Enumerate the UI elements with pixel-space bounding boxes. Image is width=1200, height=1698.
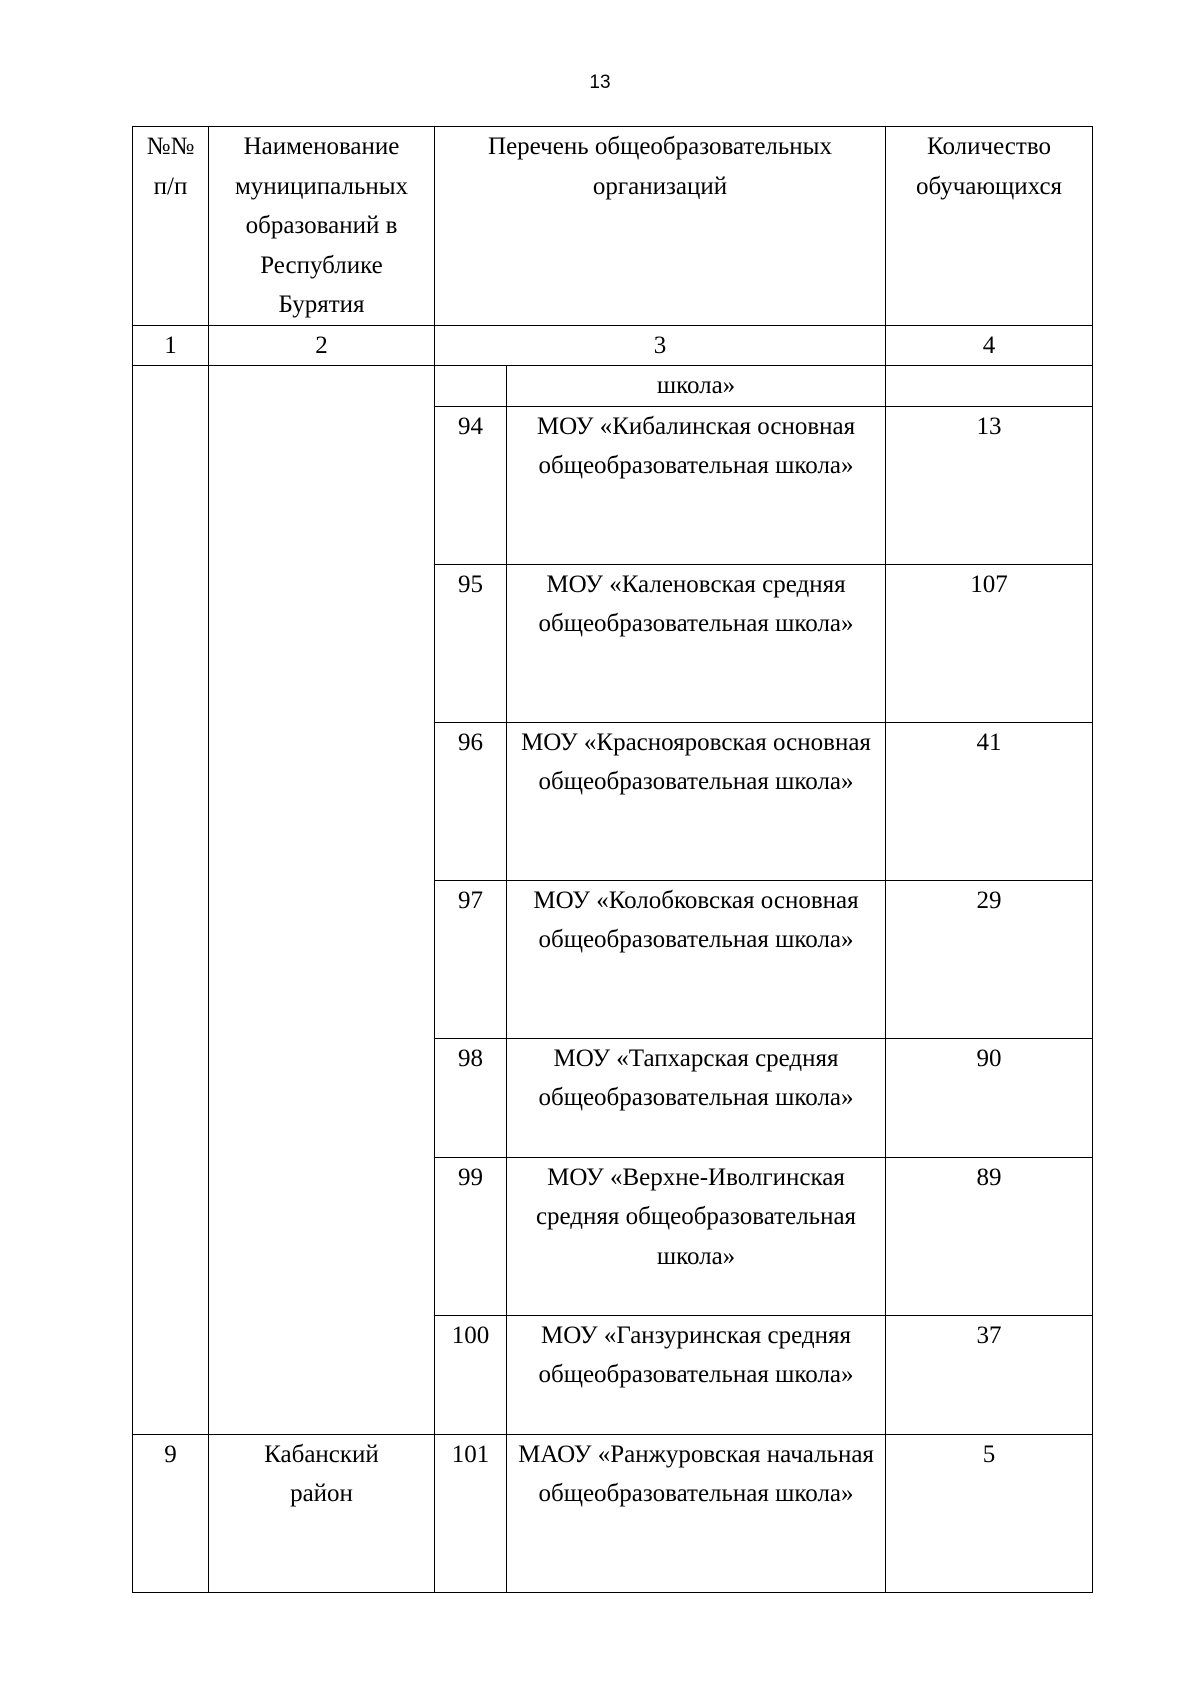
- group-municipality-cell: [209, 366, 435, 1435]
- org-name: МОУ «Верхне-Иволгинская средняя общеобразовательная школа»: [507, 1157, 886, 1315]
- org-name: МАОУ «Ранжуровская начальная общеобразовательная школа»: [507, 1434, 886, 1592]
- row-number: 100: [435, 1315, 507, 1434]
- district-number: 9: [133, 1434, 209, 1592]
- row-number: [435, 366, 507, 407]
- row-number: 98: [435, 1038, 507, 1157]
- student-count: 107: [886, 564, 1093, 722]
- student-count: 41: [886, 722, 1093, 880]
- row-number: 101: [435, 1434, 507, 1592]
- header-row: [133, 127, 1093, 326]
- index-cell: 2: [209, 325, 435, 366]
- index-cell: 4: [886, 325, 1093, 366]
- org-name: МОУ «Ганзуринская средняя общеобразовательная школа»: [507, 1315, 886, 1434]
- header-num: №№ п/п: [133, 127, 209, 326]
- index-row: [133, 325, 1093, 366]
- header-students: Количество обучающихся: [886, 127, 1093, 326]
- header-municipality: Наименование муниципальных образований в Республике Бурятия: [209, 127, 435, 326]
- schools-table: [132, 126, 1093, 1593]
- district-row: [133, 1434, 1093, 1592]
- org-name: МОУ «Колобковская основная общеобразовательная школа»: [507, 880, 886, 1038]
- student-count: [886, 366, 1093, 407]
- row-number: 99: [435, 1157, 507, 1315]
- continuation-row: [133, 366, 1093, 407]
- index-cell: 1: [133, 325, 209, 366]
- row-number: 96: [435, 722, 507, 880]
- org-name: МОУ «Каленовская средняя общеобразовательная школа»: [507, 564, 886, 722]
- index-cell: 3: [435, 325, 886, 366]
- student-count: 89: [886, 1157, 1093, 1315]
- org-name: МОУ «Краснояровская основная общеобразовательная школа»: [507, 722, 886, 880]
- student-count: 37: [886, 1315, 1093, 1434]
- page-number: 13: [589, 72, 611, 93]
- student-count: 13: [886, 406, 1093, 564]
- org-name: школа»: [507, 366, 886, 407]
- student-count: 29: [886, 880, 1093, 1038]
- org-name: МОУ «Кибалинская основная общеобразовательная школа»: [507, 406, 886, 564]
- header-organizations: Перечень общеобразовательных организаций: [435, 127, 886, 326]
- district-name: Кабанский район: [209, 1434, 435, 1592]
- org-name: МОУ «Тапхарская средняя общеобразовательная школа»: [507, 1038, 886, 1157]
- row-number: 95: [435, 564, 507, 722]
- student-count: 90: [886, 1038, 1093, 1157]
- group-num-cell: [133, 366, 209, 1435]
- row-number: 94: [435, 406, 507, 564]
- row-number: 97: [435, 880, 507, 1038]
- student-count: 5: [886, 1434, 1093, 1592]
